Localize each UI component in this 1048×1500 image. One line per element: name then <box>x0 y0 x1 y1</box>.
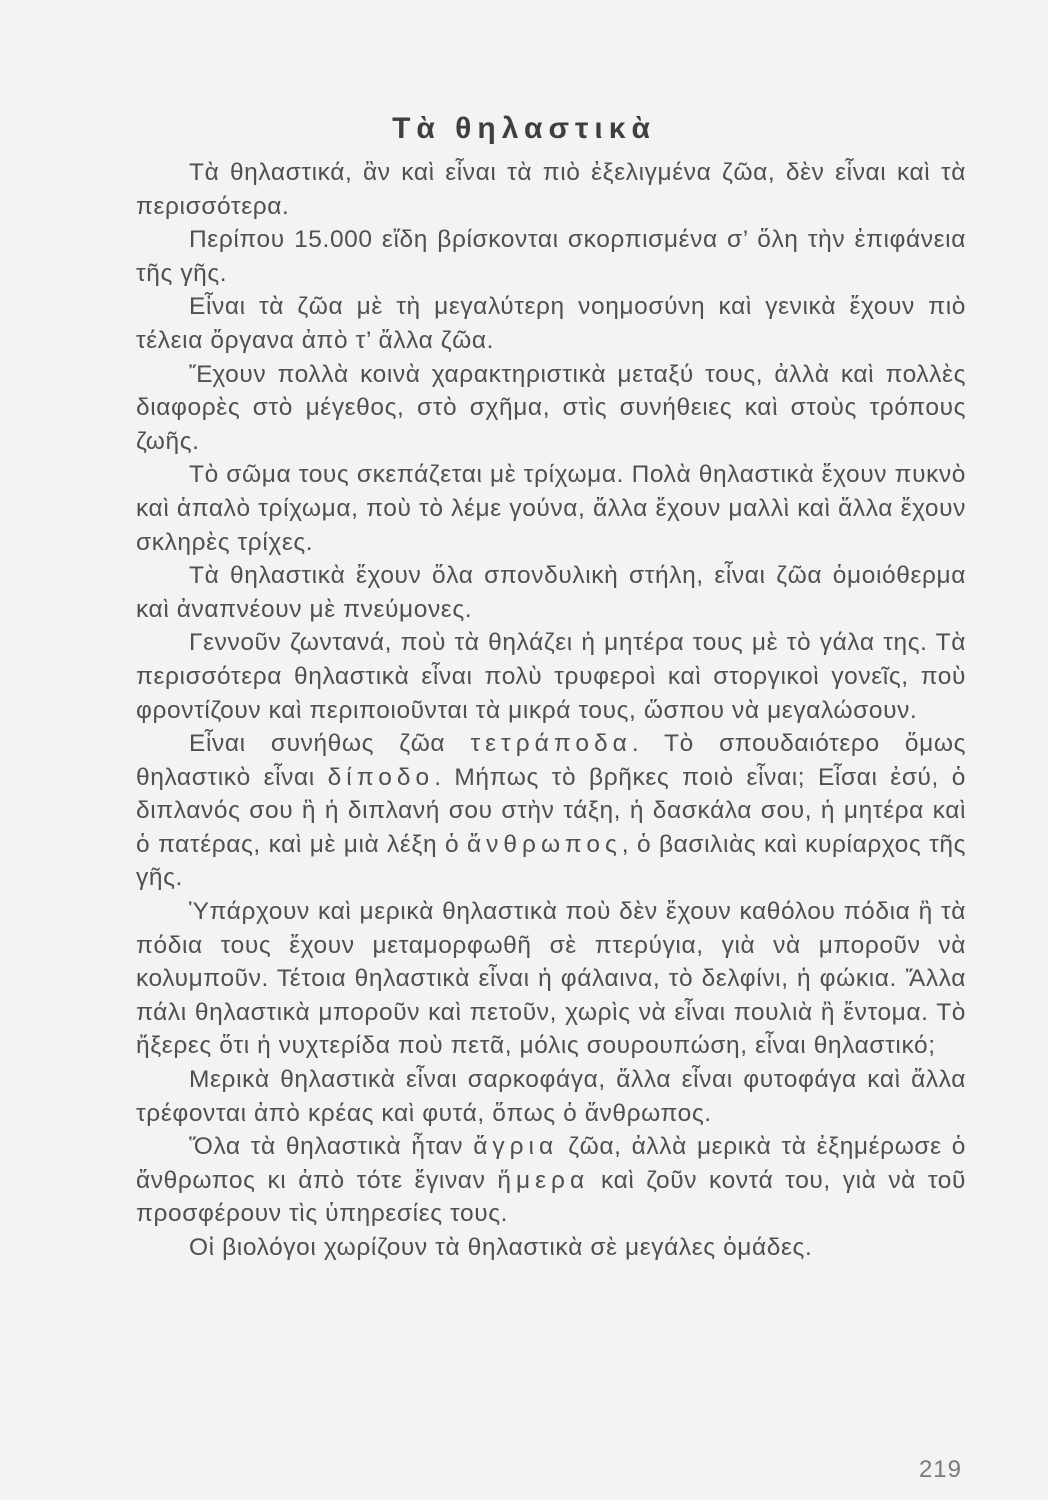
paragraph-text: , ὁ βασιλιὰς καὶ κυρίαρχος τῆς γῆς. <box>136 830 966 892</box>
paragraph-text: Περίπου 15.000 εἴδη βρίσκονται σκορπισμένα σ’ ὅλη τὴν ἐπιφάνεια τῆς γῆς. <box>136 226 966 287</box>
paragraph-text: Ἔχουν πολλὰ κοινὰ χαρακτηριστικὰ μεταξύ τους, ἀλλὰ καὶ πολλὲς διαφορὲς στὸ μέγεθος, στὸ σχῆμα, στὶς συνήθειες καὶ στοὺς τρόπους ζωῆς. <box>136 360 966 455</box>
paragraph-1 <box>136 156 966 223</box>
paragraph-text: . Μήπως τὸ βρῆκες ποιὸ εἶναι; Εἶσαι ἐσύ, ὁ διπλανός σου ἢ ἡ διπλανή σου στὴν τάξη, ἡ δασκάλα σου, ἡ μητέρα καὶ ὁ πατέρας, καὶ μὲ μιὰ λέξη ὁ <box>136 763 966 858</box>
paragraph-text: Εἶναι συνήθως ζῶα <box>189 730 471 758</box>
paragraph-text: Ὅλα τὰ θηλαστικὰ ἦταν <box>189 1133 474 1161</box>
paragraph-10 <box>136 1063 966 1130</box>
emphasized-word: ἄγρια <box>473 1133 559 1161</box>
emphasized-word: δίποδο <box>327 763 435 791</box>
paragraph-2 <box>136 223 966 290</box>
paragraph-text: Τὰ θηλαστικά, ἂν καὶ εἶναι τὰ πιὸ ἐξελιγμένα ζῶα, δὲν εἶναι καὶ τὰ περισσότερα. <box>136 159 966 220</box>
paragraph-text: Ὑπάρχουν καὶ μερικὰ θηλαστικὰ ποὺ δὲν ἔχουν καθόλου πόδια ἢ τὰ πόδια τους ἔχουν μεταμορφωθῆ σὲ πτερύγια, γιὰ νὰ μποροῦν νὰ κολυμποῦν. Τέτοια θηλαστικὰ εἶναι ἡ φάλαινα, τὸ δελφίνι, ἡ φώκια. Ἄλλα πάλι θηλαστικὰ μποροῦν καὶ πετοῦν, χωρὶς νὰ εἶναι πουλιὰ ἢ ἔντομα. Τὸ ἤξερες ὅτι ἡ νυχτερίδα ποὺ πετᾶ, μόλις σουρουπώση, εἶναι θηλαστικό; <box>136 898 966 1060</box>
paragraph-6 <box>136 559 966 626</box>
paragraph-text: Εἶναι τὰ ζῶα μὲ τὴ μεγαλύτερη νοημοσύνη καὶ γενικὰ ἔχουν πιὸ τέλεια ὄργανα ἀπὸ τ’ ἄλλα ζῶα. <box>136 293 966 354</box>
page-number: 219 <box>918 1456 962 1483</box>
paragraph-11 <box>136 1130 966 1231</box>
paragraph-text: Μερικὰ θηλαστικὰ εἶναι σαρκοφάγα, ἄλλα εἶναι φυτοφάγα καὶ ἄλλα τρέφονται ἀπὸ κρέας καὶ φυτά, ὅπως ὁ ἄνθρωπος. <box>136 1066 966 1127</box>
paragraph-text: . Τὸ σπουδαιότερο ὅμως θηλαστικὸ εἶναι <box>136 730 966 791</box>
emphasized-word: ἥμερα <box>497 1166 590 1194</box>
paragraph-text: καὶ ζοῦν κοντά του, γιὰ νὰ τοῦ προσφέρουν τὶς ὑπηρεσίες τους. <box>136 1166 966 1228</box>
paragraph-text: Τὰ θηλαστικὰ ἔχουν ὅλα σπονδυλικὴ στήλη, εἶναι ζῶα ὁμοιόθερμα καὶ ἀναπνέουν μὲ πνεύμονες. <box>136 562 966 623</box>
emphasized-word: τετράποδα <box>470 730 632 758</box>
body-text <box>136 156 966 1265</box>
page-title: Τὰ θηλαστικὰ <box>392 112 656 145</box>
paragraph-12 <box>136 1231 966 1265</box>
paragraph-text: Τὸ σῶμα τους σκεπάζεται μὲ τρίχωμα. Πολὰ θηλαστικὰ ἔχουν πυκνὸ καὶ ἁπαλὸ τρίχωμα, ποὺ τὸ λέμε γούνα, ἄλλα ἔχουν μαλλὶ καὶ ἄλλα ἔχουν σκληρὲς τρίχες. <box>136 461 966 556</box>
paragraph-5 <box>136 458 966 559</box>
paragraph-text: ζῶα, ἀλλὰ μερικὰ τὰ ἐξημέρωσε ὁ ἄνθρωπος κι ἀπὸ τότε ἔγιναν <box>136 1133 966 1194</box>
paragraph-text: Οἱ βιολόγοι χωρίζουν τὰ θηλαστικὰ σὲ μεγάλες ὁμάδες. <box>189 1234 813 1261</box>
paragraph-4 <box>136 358 966 459</box>
paragraph-9 <box>136 895 966 1063</box>
paragraph-7 <box>136 626 966 727</box>
paragraph-3 <box>136 290 966 357</box>
emphasized-word: ἄνθρωπος <box>467 830 622 858</box>
paragraph-text: Γεννοῦν ζωντανά, ποὺ τὰ θηλάζει ἡ μητέρα τους μὲ τὸ γάλα της. Τὰ περισσότερα θηλαστικὰ εἶναι πολὺ τρυφεροὶ καὶ στοργικοὶ γονεῖς, ποὺ φροντίζουν καὶ περιποιοῦνται τὰ μικρά τους, ὥσπου νὰ μεγαλώσουν. <box>136 629 966 724</box>
paragraph-8 <box>136 727 966 895</box>
